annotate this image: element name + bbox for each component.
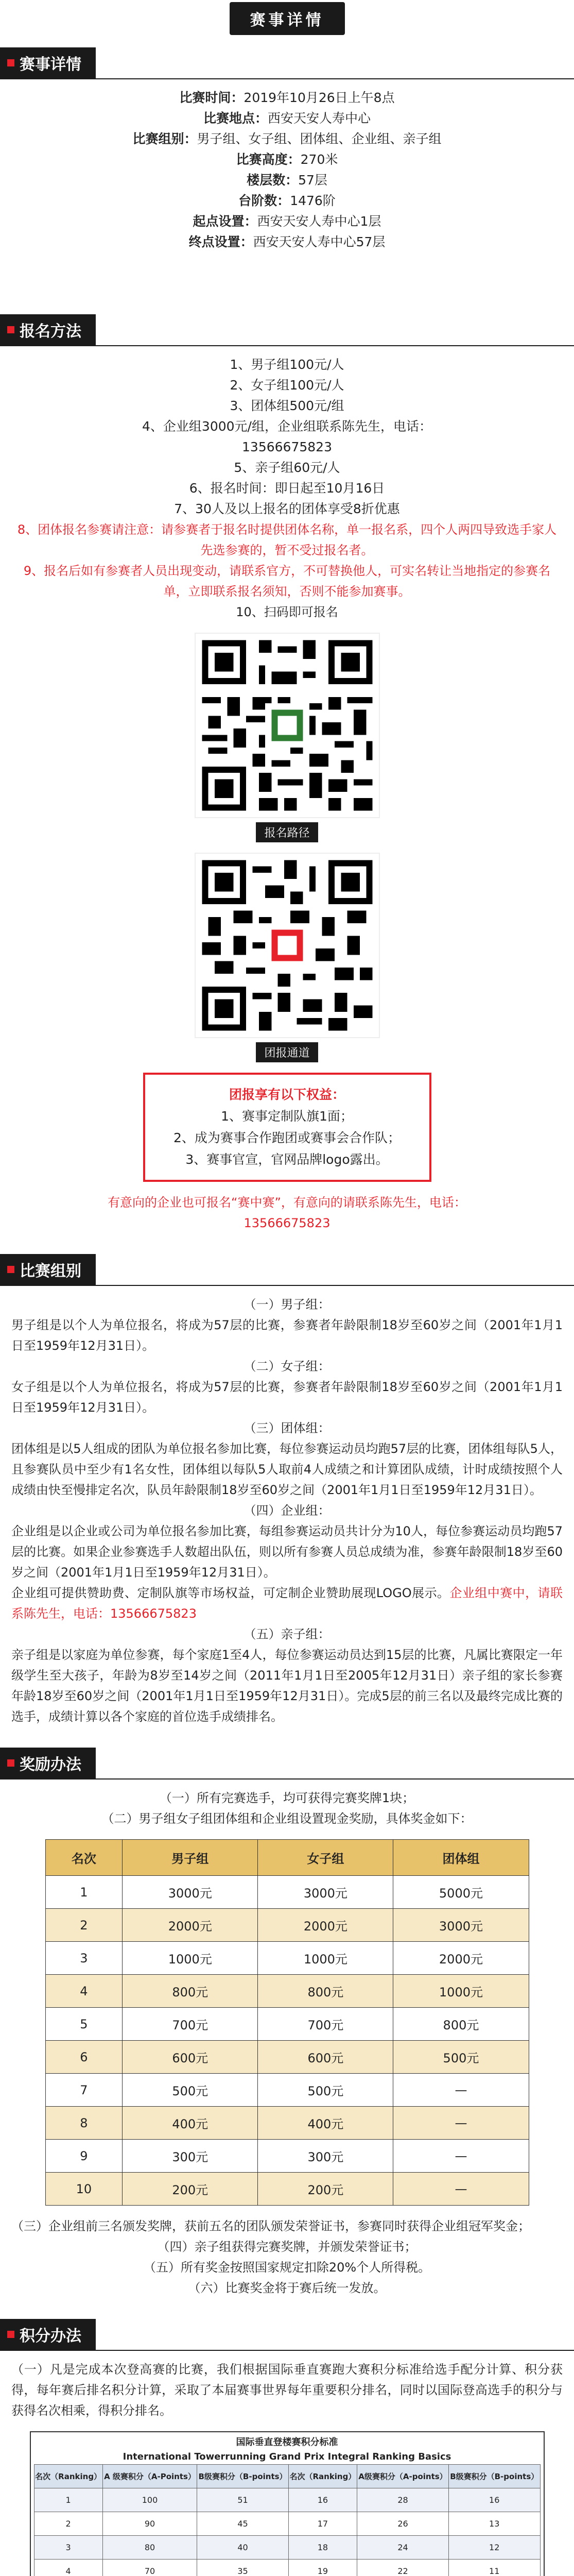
- table-cell: 24: [357, 2536, 449, 2560]
- section-title-details: 赛事详情: [20, 56, 81, 74]
- table-cell: 5: [45, 2008, 123, 2041]
- table-row: [45, 2140, 529, 2173]
- table-cell: 200元: [258, 2173, 393, 2206]
- table-cell: 700元: [258, 2008, 393, 2041]
- table-cell: 500元: [258, 2074, 393, 2107]
- details-block: 比赛时间：2019年10月26日上午8点 比赛地点：西安天安人寿中心 比赛组别：男子组、女子组、团体组、企业组、亲子组 比赛高度：270米 楼层数：57层 台阶数：1476阶 起点设置：西安天安人寿中心1层 终点设置：西安天安人寿中心57层: [132, 90, 442, 249]
- table-row: [45, 1876, 529, 1909]
- table-cell: 3000元: [258, 1876, 393, 1909]
- qr-instruction: 10、扫码即可报名: [236, 605, 338, 619]
- table-cell: 80: [102, 2536, 197, 2560]
- table-cell: 22: [357, 2560, 449, 2576]
- table-cell: 700元: [123, 2008, 258, 2041]
- table-cell: 19: [288, 2560, 357, 2576]
- table-cell: 200元: [123, 2173, 258, 2206]
- section-head-points: [0, 2319, 574, 2350]
- table-row: [45, 2041, 529, 2074]
- table-cell: 45: [197, 2512, 289, 2536]
- table-row: [45, 2173, 529, 2206]
- table-cell: 35: [197, 2560, 289, 2576]
- divider: [0, 78, 574, 79]
- table-cell: 800元: [123, 1975, 258, 2008]
- table-cell: 500元: [393, 2041, 529, 2074]
- square-icon: [7, 326, 14, 333]
- divider: [0, 1285, 574, 1286]
- ranking-table-body: [34, 2488, 540, 2576]
- section-title-points: 积分办法: [20, 2327, 81, 2345]
- enterprise-note: 有意向的企业也可报名“赛中赛”，有意向的请联系陈先生，电话： 13566675823: [108, 1195, 466, 1230]
- page: 赛事详情 赛事详情 比赛时间：2019年10月26日上午8点 比赛地点：西安天安人寿中心 比赛组别：男子组、女子组、团体组、企业组、亲子组 比赛高度：270米 楼层数：57层 台阶数：1476阶 起点设置：西安天安人寿中心1层 终点设置：西安天安人寿中心57层 报名方法 1、男子组100元/人 2、女子组100元/人 3、团体组500元/组 4、企业组3000元/组，企业组联系陈先生，电话： 13566675823 5、亲子组60元/人 6、报名时间：即日起至10月16日 7、30人及以上报名的团体享受8折优惠 8、团体报名参赛请注意：请参赛者于报名时提供团体名称，单一报名系，四个人两四导致选手家人先选参赛的，暂不受过报名者。 9、报名后如有参赛者人员出现变动，请联系官方，不可替换他人，可实名转让当地指定的参赛名单，立即联系报名须知，否则不能参加赛事。 10、扫码即可报名 报名路径 团报通道 团报享有以下权益： 1、赛事定制队旗1面； 2、成为赛事合作跑团或赛事会合作队； 3、赛事官宣，官网品牌logo露出。 有意向的企业也可报名“赛中赛”，有意向的请联系陈先生，电话： 13566675823 比赛组别 （一）男子组： 男子组是以个人为单位报名，将成为57层的比赛，参赛者年龄限制18岁至60岁之间（2001年1月1日至1959年12月31日）。 （二）女子组： 女子组是以个人为单位报名，将成为57层的比赛，参赛者年龄限制18岁至60岁之间（2001年1月1日至1959年12月31日）。 （三）团体组： 团体组是以5人组成的团队为单位报名参加比赛，每位参赛运动员均跑57层的比赛，团体组每队5人，且参赛队员中至少有1名女性，团体组以每队5人取前4人成绩之和计算团队成绩，计时成绩按照个人成绩由快至慢排定名次，队员年龄限制18岁至60岁之间（2001年1月1日至1959年12月31日）。 （四）企业组： 企业组是以企业或公司为单位报名参加比赛，每组参赛运动员共计分为10人，每位参赛运动员均跑57层的比赛。如果企业参赛选手人数超出队伍，则以所有参赛人员总成绩为准，参赛年龄限制18岁至60岁之间（2001年1月1日至1959年12月31日）。 企业组可提供赞助费、定制队旗等市场权益，可定制企业赞助展现LOGO展示。企业组中赛中，请联系陈先生，电话：13566675823 （五）亲子组： 亲子组是以家庭为单位参赛，每个家庭1至4人，每位参赛运动员达到15层的比赛，凡属比赛限定一年级学生至大孩子，年龄为8岁至14岁之间（2011年1月1日至2005年12月31日）亲子组的家长参赛年龄18岁至60岁之间（2001年1月1日至1959年12月31日）。完成5层的前三名以及最终完成比赛的选手，成绩计算以各个家庭的首位选手成绩排名。 奖励办法 （一）所有完赛选手，均可获得完赛奖牌1块； （二）男子组女子组团体组和企业组设置现金奖励，具体奖金如下： 名次 男子组 女子组 团体组 1 3000元 3000元 5000元 2 2000元 2000元 3000元 3 1000元 1000元 2000元 4 800元 800元 1000元 5 700元 700元 800元 6 600元 600元 500元 7 500元 500元 — 8 400元 400元 — 9 300元 300元 — 10 200元 200元 — （三）企业组前三名颁发奖牌，获前五名的团队颁发荣誉证书，参赛同时获得企业组冠军奖金； （四）亲子组获得完赛奖牌，并颁发荣誉证书； （五）所有奖金按照国家规定扣除20%个人所得税。 （六）比赛奖金将于赛后统一发放。 积分办法 （一）凡是完成本次登高赛的比赛，我们根据国际垂直赛跑大赛积分标准给选手配分计算、积分获得，每年赛后排名积分计算，采取了本届赛事世界每年重要积分排名，同时以国际登高选手的积分与获得名次相乘，得积分排名。 国际垂直登楼赛积分标准 International Towerrunning Grand Prix Integral Ranking Basics 名次（Ranking） A 级赛积分（A-Points） B级赛积分（B-points） 名次（Ranking） A级赛积分（A-points） B级赛积分（B-points） 1 100 51 16 28 16 2 90 45 17 26 13 3 80 40 18 24 12 4 70 35 19 22 11: [0, 0, 574, 2576]
- table-cell: 1000元: [393, 1975, 529, 2008]
- table-cell: 3000元: [123, 1876, 258, 1909]
- table-row: [34, 2560, 540, 2576]
- banner-title: 赛事详情: [230, 2, 345, 35]
- table-cell: 1: [45, 1876, 123, 1909]
- table-row: [45, 2008, 529, 2041]
- table-row: [45, 1942, 529, 1975]
- table-cell: 1: [34, 2488, 102, 2512]
- qr-signup[interactable]: [0, 633, 574, 842]
- table-cell: 2000元: [258, 1909, 393, 1942]
- table-row: [45, 1975, 529, 2008]
- section-title-groups: 比赛组别: [20, 1262, 81, 1280]
- table-cell: —: [393, 2107, 529, 2140]
- table-cell: 16: [448, 2488, 540, 2512]
- table-cell: 2000元: [123, 1909, 258, 1942]
- section-head-signup: [0, 314, 574, 345]
- prize-table: [45, 1839, 529, 2206]
- qr-code-icon[interactable]: [195, 853, 380, 1038]
- divider: [0, 345, 574, 346]
- table-cell: 600元: [258, 2041, 393, 2074]
- table-cell: 4: [45, 1975, 123, 2008]
- groups-block: （一）男子组： 男子组是以个人为单位报名，将成为57层的比赛，参赛者年龄限制18岁至60岁之间（2001年1月1日至1959年12月31日）。 （二）女子组： 女子组是以个人为单位报名，将成为57层的比赛，参赛者年龄限制18岁至60岁之间（2001年1月1日至1959年12月31日）。 （三）团体组： 团体组是以5人组成的团队为单位报名参加比赛，每位参赛运动员均跑57层的比赛，团体组每队5人，且参赛队员中至少有1名女性，团体组以每队5人取前4人成绩之和计算团队成绩，计时成绩按照个人成绩由快至慢排定名次，队员年龄限制18岁至60岁之间（2001年1月1日至1959年12月31日）。 （四）企业组： 企业组是以企业或公司为单位报名参加比赛，每组参赛运动员共计分为10人，每位参赛运动员均跑57层的比赛。如果企业参赛选手人数超出队伍，则以所有参赛人员总成绩为准，参赛年龄限制18岁至60岁之间（2001年1月1日至1959年12月31日）。 企业组可提供赞助费、定制队旗等市场权益，可定制企业赞助展现LOGO展示。企业组中赛中，请联系陈先生，电话：13566675823 （五）亲子组： 亲子组是以家庭为单位参赛，每个家庭1至4人，每位参赛运动员达到15层的比赛，凡属比赛限定一年级学生至大孩子，年龄为8岁至14岁之间（2011年1月1日至2005年12月31日）亲子组的家长参赛年龄18岁至60岁之间（2001年1月1日至1959年12月31日）。完成5层的前三名以及最终完成比赛的选手，成绩计算以各个家庭的首位选手成绩排名。: [11, 1297, 563, 1724]
- section-head-groups: [0, 1254, 574, 1285]
- table-cell: 800元: [393, 2008, 529, 2041]
- table-cell: 9: [45, 2140, 123, 2173]
- table-cell: —: [393, 2173, 529, 2206]
- table-row: [34, 2488, 540, 2512]
- table-cell: 2: [34, 2512, 102, 2536]
- prize-table-header: 名次 男子组 女子组 团体组: [45, 1840, 529, 1876]
- section-head-prizes: [0, 1748, 574, 1778]
- divider: [0, 2350, 574, 2351]
- table-cell: 26: [357, 2512, 449, 2536]
- table-cell: 17: [288, 2512, 357, 2536]
- table-cell: 100: [102, 2488, 197, 2512]
- table-row: [45, 1909, 529, 1942]
- table-cell: 51: [197, 2488, 289, 2512]
- table-row: [34, 2536, 540, 2560]
- table-cell: —: [393, 2074, 529, 2107]
- table-cell: 300元: [258, 2140, 393, 2173]
- table-cell: 90: [102, 2512, 197, 2536]
- table-cell: 2000元: [393, 1942, 529, 1975]
- qr-caption-signup: 报名路径: [256, 822, 318, 842]
- prize-notes: （三）企业组前三名颁发奖牌，获前五名的团队颁发荣誉证书，参赛同时获得企业组冠军奖金； （四）亲子组获得完赛奖牌，并颁发荣誉证书； （五）所有奖金按照国家规定扣除20%个人所得税。 （六）比赛奖金将于赛后统一发放。: [11, 2219, 530, 2295]
- table-cell: 70: [102, 2560, 197, 2576]
- table-cell: 800元: [258, 1975, 393, 2008]
- table-cell: 10: [45, 2173, 123, 2206]
- table-row: [45, 2107, 529, 2140]
- square-icon: [7, 59, 14, 66]
- team-benefits: 团报享有以下权益： 1、赛事定制队旗1面； 2、成为赛事合作跑团或赛事会合作队； 3、赛事官宣，官网品牌logo露出。: [143, 1073, 431, 1182]
- table-cell: 1000元: [258, 1942, 393, 1975]
- signup-notice-1: 8、团体报名参赛请注意：请参赛者于报名时提供团体名称，单一报名系，四个人两四导致选手家人先选参赛的，暂不受过报名者。: [17, 522, 557, 557]
- table-cell: 600元: [123, 2041, 258, 2074]
- enterprise-phone[interactable]: 13566675823: [243, 1216, 331, 1230]
- square-icon: [7, 1759, 14, 1767]
- table-cell: 18: [288, 2536, 357, 2560]
- table-cell: 3000元: [393, 1909, 529, 1942]
- table-cell: 11: [448, 2560, 540, 2576]
- table-cell: 400元: [258, 2107, 393, 2140]
- square-icon: [7, 2331, 14, 2338]
- table-row: [45, 2074, 529, 2107]
- table-cell: 13: [448, 2512, 540, 2536]
- ranking-table: 名次（Ranking） A 级赛积分（A-Points） B级赛积分（B-points） 名次（Ranking） A级赛积分（A-points） B级赛积分（B-points） 1 100 51 16 28 16 2 90 45 17 26 13 3 80 40 18 24 12 4 70 35 19 22 11: [34, 2464, 541, 2576]
- table-cell: 2: [45, 1909, 123, 1942]
- table-cell: 3: [34, 2536, 102, 2560]
- table-cell: 1000元: [123, 1942, 258, 1975]
- points-text: （一）凡是完成本次登高赛的比赛，我们根据国际垂直赛跑大赛积分标准给选手配分计算、积分获得，每年赛后排名积分计算，采取了本届赛事世界每年重要积分排名，同时以国际登高选手的积分与获得名次相乘，得积分排名。: [11, 2362, 563, 2418]
- qr-caption-team: 团报通道: [256, 1042, 318, 1062]
- qr-code-icon[interactable]: [195, 633, 380, 818]
- prize-table-body: [45, 1876, 529, 2206]
- table-cell: —: [393, 2140, 529, 2173]
- divider: [0, 1778, 574, 1780]
- table-cell: 4: [34, 2560, 102, 2576]
- section-head-details: [0, 47, 574, 78]
- square-icon: [7, 1266, 14, 1273]
- table-cell: 8: [45, 2107, 123, 2140]
- table-cell: 12: [448, 2536, 540, 2560]
- table-cell: 6: [45, 2041, 123, 2074]
- qr-team[interactable]: [0, 853, 574, 1062]
- table-row: [34, 2512, 540, 2536]
- table-cell: 3: [45, 1942, 123, 1975]
- table-cell: 500元: [123, 2074, 258, 2107]
- table-cell: 7: [45, 2074, 123, 2107]
- table-cell: 400元: [123, 2107, 258, 2140]
- table-cell: 300元: [123, 2140, 258, 2173]
- ranking-table-frame: 国际垂直登楼赛积分标准 International Towerrunning Grand Prix Integral Ranking Basics 名次（Ranking） A 级赛积分（A-Points） B级赛积分（B-points） 名次（Ranking） A级赛积分（A-points） B级赛积分（B-points） 1 100 51 16 28 16 2 90 45 17 26 13 3 80 40 18 24 12 4 70 35 19 22 11: [30, 2431, 545, 2576]
- section-title-signup: 报名方法: [20, 323, 81, 341]
- table-cell: 28: [357, 2488, 449, 2512]
- table-cell: 5000元: [393, 1876, 529, 1909]
- signup-fees: 1、男子组100元/人 2、女子组100元/人 3、团体组500元/组 4、企业组3000元/组，企业组联系陈先生，电话： 13566675823 5、亲子组60元/人 6、报名时间：即日起至10月16日 7、30人及以上报名的团体享受8折优惠: [142, 357, 432, 516]
- signup-notice-2: 9、报名后如有参赛者人员出现变动，请联系官方，不可替换他人，可实名转让当地指定的参赛名单，立即联系报名须知，否则不能参加赛事。: [23, 564, 551, 599]
- top-banner: [0, 0, 574, 37]
- table-cell: 16: [288, 2488, 357, 2512]
- section-title-prizes: 奖励办法: [20, 1756, 81, 1774]
- table-cell: 40: [197, 2536, 289, 2560]
